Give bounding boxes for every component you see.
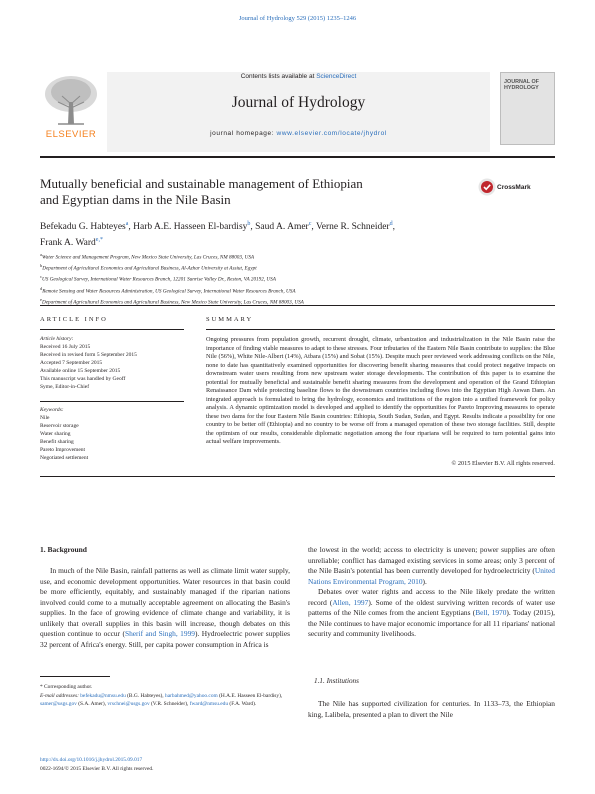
email-addresses: E-mail addresses: befekadu@nmsu.edu (B.G. Habteyes), harbahmed@yahoo.com (H.A.E. Hasseen El-bardisy), samer@usgs.gov (S.A. Amer), vrschnei@usgs.gov (V.R. Schneider), fward@nmsu.edu (F.A. Ward).	[40, 692, 283, 707]
history-revised: Received in revised form 5 September 2015	[40, 352, 137, 358]
affiliation-c: $^c$US Geological Survey, International Water Resources Branch, 12201 Sunrise Valley Dr., Reston, VA 20192, USA	[40, 274, 276, 284]
journal-title: Journal of Hydrology	[231, 94, 366, 111]
summary-heading: SUMMARY	[206, 316, 254, 323]
author-list	[40, 218, 555, 250]
history-editor-2: Syme, Editor-in-Chief	[40, 384, 90, 390]
body-column-1	[40, 545, 290, 650]
homepage-link[interactable]: www.elsevier.com/locate/jhydrol	[276, 130, 387, 137]
keyword-item: Benefit sharing	[40, 439, 74, 445]
article-info-heading: ARTICLE INFO	[40, 316, 108, 323]
footnotes	[40, 683, 290, 709]
citation-link[interactable]: Bell, 1970	[475, 608, 507, 617]
contents-line	[107, 73, 490, 80]
keywords	[40, 406, 184, 462]
title-line-1: Mutually beneficial and sustainable management of Ethiopian	[40, 176, 363, 191]
citation-link[interactable]: Allen, 1997	[332, 597, 369, 607]
affiliation-list	[40, 251, 555, 307]
citation-link[interactable]: Sherif and Singh, 1999	[124, 629, 195, 638]
keyword-item: Pareto Improvement	[40, 447, 86, 453]
author-3[interactable]: Saud A. Amer$^c$,	[255, 221, 316, 233]
affiliation-a: $^a$Water Science and Management Program, New Mexico State University, Las Cruces, NM 88003, USA	[40, 252, 255, 261]
keyword-item: Water sharing	[40, 431, 71, 437]
journal-homepage	[107, 130, 490, 137]
history-editor-1: This manuscript was handled by Geoff	[40, 376, 126, 382]
email-link[interactable]: vrschnei@usgs.gov	[107, 701, 150, 707]
title-line-2: and Egyptian dams in the Nile Basin	[40, 192, 231, 207]
summary-bottom-rule	[40, 476, 555, 477]
author-5[interactable]: Frank A. Ward$^{e,*}$	[40, 237, 103, 249]
subsection-title: 1.1. Institutions	[314, 677, 359, 685]
paragraph: The Nile has supported civilization for centuries. In 1133–73, the Ethiopian king, Lalibela, presented a plan to divert the Nile	[308, 699, 555, 719]
journal-cover-title: JOURNAL OF HYDROLOGY	[504, 79, 539, 91]
author-1[interactable]: Befekadu G. Habteyes$^a$,	[40, 221, 134, 233]
history-received: Received 16 July 2015	[40, 344, 91, 350]
contents-prefix: Contents lists available at	[240, 73, 317, 80]
doi-block	[40, 756, 340, 773]
affiliations-rule	[40, 305, 555, 306]
corresponding-author-note: * Corresponding author.	[40, 684, 93, 690]
affiliation-e: $^e$Department of Agricultural Economics and Agricultural Business, New Mexico State University, Las Cruces, NM 88003, USA	[40, 296, 304, 306]
history-accepted: Accepted 7 September 2015	[40, 360, 103, 366]
keywords-label: Keywords:	[40, 407, 64, 413]
history-label: Article history:	[40, 336, 74, 342]
author-2[interactable]: Harb A.E. Hasseen El-bardisy$^b$,	[133, 221, 256, 233]
homepage-prefix: journal homepage:	[210, 130, 277, 137]
paragraph: Debates over water rights and access to the Nile likely predate the written record (Allen, 1997). Some of the oldest surviving written records of water use patterns of the Nile comes from the ancient Egyptians (Bell, 1970). Today (2015), the Nile continues to have major economic importance for all 11 riparians' national security and community livelihoods.	[308, 587, 555, 638]
doi-link[interactable]: http://dx.doi.org/10.1016/j.jhydrol.2015.09.017	[40, 757, 143, 763]
summary-rule	[206, 329, 555, 330]
article-title	[40, 176, 460, 208]
body-column-2-continued	[308, 699, 555, 720]
journal-reference[interactable]: Journal of Hydrology 529 (2015) 1235–1246	[238, 15, 357, 22]
sciencedirect-link[interactable]: ScienceDirect	[316, 73, 357, 80]
publisher-name: ELSEVIER	[45, 129, 97, 140]
section-1-title: 1. Background	[40, 545, 87, 554]
affiliation-d: $^d$Remote Sensing and Water Resources Administration, US Geological Survey, International Water Resources Branch, USA	[40, 285, 296, 295]
email-link[interactable]: harbahmed@yahoo.com	[165, 692, 218, 699]
keyword-item: Negotiated settlement	[40, 455, 89, 461]
footnote-rule	[40, 676, 110, 677]
summary-text: Ongoing pressures from population growth, recurrent drought, climate, urbanization and industrialization in the Nile Basin raise the importance of finding viable measures to adapt to these stresses. Four tributaries of the Eastern Nile Basin contribute to supplies: the Blue Nile (56%), White Nile-Albert (14%), Atbara (15%) and Sobat (15%). Despite much peer reviewed work addressing conflicts on the Nile, none to date has quantitatively examined opportunities for discovering benefit sharing measures that could protect negative impacts on downstream water users resulting from new upstream water storage developments. The contribution of this paper is to examine the potential for mutually beneficial and sustainable benefit sharing measures from the development and operation of the Grand Ethiopian Renaissance Dam while protecting baseline flows to the downstream countries including flows into the Egyptian High Aswan Dam. An integrated approach is formulated to bring the hydrology, economics and institutions of the region into a unified framework for policy analysis. A dynamic optimization model is developed and applied to identify the opportunities for Pareto Improving measures to operate these two dams for the four Eastern Nile Basin countries: Ethiopia, South Sudan, Sudan, and Egypt. Results indicate a possibility for one country to be better off (Ethiopia) and no country to be worse off from a managed operation of these two storage facilities. Still, despite the optimism of our results, considerable diplomatic negotiation among the four riparians will be required to turn potential gains into actual welfare improvements.	[206, 336, 555, 445]
article-info-rule	[40, 329, 184, 330]
body-column-2	[308, 545, 555, 640]
summary-copyright: © 2015 Elsevier B.V. All rights reserved.	[451, 460, 555, 467]
crossmark-label[interactable]: CrossMark	[497, 184, 531, 191]
history-rule	[40, 401, 184, 402]
article-history	[40, 335, 184, 391]
email-link[interactable]: befekadu@nmsu.edu	[80, 692, 126, 699]
affiliation-b: $^b$Department of Agricultural Economics and Agricultural Business, Al-Azhar University at Assiut, Egypt	[40, 263, 257, 272]
history-online: Available online 15 September 2015	[40, 368, 121, 374]
paragraph: the lowest in the world; access to electricity is uneven; power supplies are often unreliable; conflict has damaged existing services in some areas; only 3 percent of the Nile Basin's potential has been currently developed for hydroelectricity (United Nations Environmental Program, 2010).	[308, 545, 555, 586]
paragraph: In much of the Nile Basin, rainfall patterns as well as climate limit water supply, use, and economic development opportunities. Water resources in that basin could be more efficiently, equitably, and sustainably managed if the riparian nations involved could come to a mutually acceptable agreement on allocating the Basin's supplies. In the face of growing evidence of climate change and variability, it is unlikely that overall supplies in this basin will increase, though debates on this question continue to occur (Sherif and Singh, 1999). Hydroelectric power supplies 32 percent of Africa's energy. Still, per capita power consumption in Africa is	[40, 566, 290, 649]
author-4[interactable]: Verne R. Schneider$^d$,	[315, 221, 395, 233]
keyword-item: Reservoir storage	[40, 423, 79, 429]
citation-link[interactable]: United Nations Environmental Program, 2010	[308, 566, 555, 586]
crossmark-icon[interactable]	[478, 178, 496, 196]
email-link[interactable]: samer@usgs.gov	[40, 701, 77, 707]
masthead-banner	[107, 72, 490, 152]
masthead-rule	[40, 156, 555, 158]
keyword-item: Nile	[40, 415, 50, 421]
email-link[interactable]: fward@nmsu.edu	[189, 701, 229, 707]
issn-line: 0022-1694/© 2015 Elsevier B.V. All rights reserved.	[40, 765, 154, 772]
